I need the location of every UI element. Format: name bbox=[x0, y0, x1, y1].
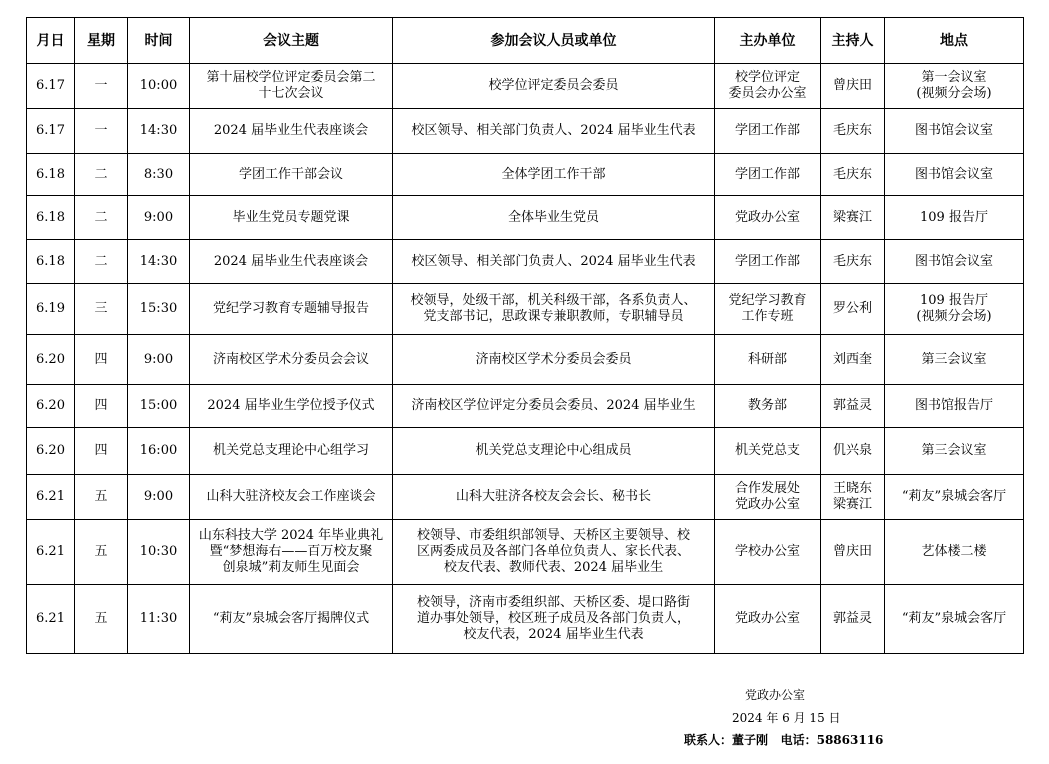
cell-time: 15:30 bbox=[128, 284, 190, 335]
cell-participants: 校领导，济南市委组织部、天桥区委、堤口路街 道办事处领导，校区班子成员及各部门负责人， 校友代表，2024 届毕业生代表 bbox=[393, 585, 715, 654]
cell-host-unit: 党纪学习教育 工作专班 bbox=[715, 284, 821, 335]
cell-time: 10:30 bbox=[128, 520, 190, 585]
cell-topic: 毕业生党员专题党课 bbox=[190, 196, 393, 240]
footer-date: 2024 年 6 月 15 日 bbox=[732, 711, 841, 725]
cell-location: 109 报告厅 bbox=[885, 196, 1024, 240]
cell-date: 6.20 bbox=[27, 335, 75, 385]
cell-location: 图书馆报告厅 bbox=[885, 385, 1024, 428]
table-row bbox=[27, 585, 1024, 654]
cell-date: 6.17 bbox=[27, 109, 75, 154]
cell-host: 仉兴泉 bbox=[821, 428, 885, 475]
header-time: 时间 bbox=[128, 18, 190, 64]
cell-host: 王晓东 梁赛江 bbox=[821, 475, 885, 520]
table-row bbox=[27, 335, 1024, 385]
table-row bbox=[27, 385, 1024, 428]
cell-host: 梁赛江 bbox=[821, 196, 885, 240]
cell-location: 第三会议室 bbox=[885, 428, 1024, 475]
cell-topic: 山科大驻济校友会工作座谈会 bbox=[190, 475, 393, 520]
header-date: 月日 bbox=[27, 18, 75, 64]
cell-date: 6.19 bbox=[27, 284, 75, 335]
header-weekday: 星期 bbox=[75, 18, 128, 64]
cell-host-unit: 校学位评定 委员会办公室 bbox=[715, 64, 821, 109]
cell-host-unit: 科研部 bbox=[715, 335, 821, 385]
cell-topic: 山东科技大学 2024 年毕业典礼 暨“梦想海右——百万校友聚 创泉城”莉友师生见面会 bbox=[190, 520, 393, 585]
cell-weekday: 一 bbox=[75, 109, 128, 154]
cell-weekday: 五 bbox=[75, 585, 128, 654]
cell-topic: 机关党总支理论中心组学习 bbox=[190, 428, 393, 475]
cell-location: 图书馆会议室 bbox=[885, 154, 1024, 196]
cell-host: 毛庆东 bbox=[821, 240, 885, 284]
cell-time: 10:00 bbox=[128, 64, 190, 109]
cell-host: 毛庆东 bbox=[821, 154, 885, 196]
cell-topic: 2024 届毕业生代表座谈会 bbox=[190, 240, 393, 284]
table-row bbox=[27, 154, 1024, 196]
cell-topic: 济南校区学术分委员会会议 bbox=[190, 335, 393, 385]
cell-host-unit: 党政办公室 bbox=[715, 585, 821, 654]
cell-participants: 济南校区学位评定分委员会委员、2024 届毕业生 bbox=[393, 385, 715, 428]
cell-host: 毛庆东 bbox=[821, 109, 885, 154]
cell-topic: 2024 届毕业生学位授予仪式 bbox=[190, 385, 393, 428]
cell-location: 第一会议室 (视频分会场) bbox=[885, 64, 1024, 109]
table-row bbox=[27, 240, 1024, 284]
cell-host-unit: 教务部 bbox=[715, 385, 821, 428]
phone-label: 电话： bbox=[780, 733, 817, 747]
footer-contact bbox=[684, 733, 883, 748]
header-host-unit: 主办单位 bbox=[715, 18, 821, 64]
cell-participants: 机关党总支理论中心组成员 bbox=[393, 428, 715, 475]
cell-location: 图书馆会议室 bbox=[885, 240, 1024, 284]
cell-topic: 第十届校学位评定委员会第二 十七次会议 bbox=[190, 64, 393, 109]
cell-weekday: 一 bbox=[75, 64, 128, 109]
cell-weekday: 二 bbox=[75, 196, 128, 240]
cell-weekday: 三 bbox=[75, 284, 128, 335]
cell-weekday: 四 bbox=[75, 385, 128, 428]
cell-participants: 济南校区学术分委员会委员 bbox=[393, 335, 715, 385]
cell-topic: 2024 届毕业生代表座谈会 bbox=[190, 109, 393, 154]
cell-weekday: 五 bbox=[75, 475, 128, 520]
cell-date: 6.18 bbox=[27, 240, 75, 284]
cell-weekday: 二 bbox=[75, 240, 128, 284]
cell-participants: 校学位评定委员会委员 bbox=[393, 64, 715, 109]
table-row bbox=[27, 109, 1024, 154]
cell-host: 曾庆田 bbox=[821, 64, 885, 109]
header-location: 地点 bbox=[885, 18, 1024, 64]
cell-date: 6.18 bbox=[27, 196, 75, 240]
cell-date: 6.20 bbox=[27, 428, 75, 475]
cell-host-unit: 学团工作部 bbox=[715, 109, 821, 154]
cell-date: 6.17 bbox=[27, 64, 75, 109]
cell-host-unit: 学团工作部 bbox=[715, 240, 821, 284]
cell-host-unit: 合作发展处 党政办公室 bbox=[715, 475, 821, 520]
table-row bbox=[27, 64, 1024, 109]
table-row bbox=[27, 284, 1024, 335]
cell-topic: 党纪学习教育专题辅导报告 bbox=[190, 284, 393, 335]
cell-topic: 学团工作干部会议 bbox=[190, 154, 393, 196]
cell-time: 15:00 bbox=[128, 385, 190, 428]
table-row bbox=[27, 196, 1024, 240]
cell-time: 16:00 bbox=[128, 428, 190, 475]
cell-time: 14:30 bbox=[128, 109, 190, 154]
cell-host-unit: 机关党总支 bbox=[715, 428, 821, 475]
table-row bbox=[27, 475, 1024, 520]
cell-date: 6.18 bbox=[27, 154, 75, 196]
cell-time: 11:30 bbox=[128, 585, 190, 654]
cell-location: “莉友”泉城会客厅 bbox=[885, 475, 1024, 520]
meeting-schedule-table bbox=[26, 17, 1024, 654]
cell-host: 罗公利 bbox=[821, 284, 885, 335]
cell-location: 艺体楼二楼 bbox=[885, 520, 1024, 585]
cell-time: 9:00 bbox=[128, 196, 190, 240]
cell-participants: 全体学团工作干部 bbox=[393, 154, 715, 196]
cell-host-unit: 学团工作部 bbox=[715, 154, 821, 196]
contact-label: 联系人： bbox=[684, 733, 733, 747]
phone-number: 58863116 bbox=[816, 733, 884, 747]
header-host: 主持人 bbox=[821, 18, 885, 64]
footer-office: 党政办公室 bbox=[745, 688, 806, 702]
cell-participants: 校区领导、相关部门负责人、2024 届毕业生代表 bbox=[393, 109, 715, 154]
cell-weekday: 二 bbox=[75, 154, 128, 196]
cell-weekday: 四 bbox=[75, 335, 128, 385]
cell-weekday: 四 bbox=[75, 428, 128, 475]
cell-host: 刘西奎 bbox=[821, 335, 885, 385]
contact-name: 董子刚 bbox=[732, 733, 769, 747]
schedule-body bbox=[27, 64, 1024, 654]
cell-date: 6.21 bbox=[27, 585, 75, 654]
table-header-row bbox=[27, 18, 1024, 64]
cell-location: 图书馆会议室 bbox=[885, 109, 1024, 154]
cell-host-unit: 学校办公室 bbox=[715, 520, 821, 585]
cell-participants: 全体毕业生党员 bbox=[393, 196, 715, 240]
cell-host: 郭益灵 bbox=[821, 585, 885, 654]
cell-participants: 山科大驻济各校友会会长、秘书长 bbox=[393, 475, 715, 520]
cell-participants: 校领导、市委组织部领导、天桥区主要领导、校 区两委成员及各部门各单位负责人、家长代表、 校友代表、教师代表、2024 届毕业生 bbox=[393, 520, 715, 585]
cell-host: 曾庆田 bbox=[821, 520, 885, 585]
cell-location: “莉友”泉城会客厅 bbox=[885, 585, 1024, 654]
header-participants: 参加会议人员或单位 bbox=[393, 18, 715, 64]
cell-participants: 校领导，处级干部，机关科级干部，各系负责人、 党支部书记，思政课专兼职教师，专职辅导员 bbox=[393, 284, 715, 335]
cell-topic: “莉友”泉城会客厅揭牌仪式 bbox=[190, 585, 393, 654]
cell-time: 9:00 bbox=[128, 335, 190, 385]
header-topic: 会议主题 bbox=[190, 18, 393, 64]
cell-date: 6.21 bbox=[27, 475, 75, 520]
cell-time: 9:00 bbox=[128, 475, 190, 520]
cell-host-unit: 党政办公室 bbox=[715, 196, 821, 240]
table-row bbox=[27, 428, 1024, 475]
cell-location: 109 报告厅 (视频分会场) bbox=[885, 284, 1024, 335]
cell-host: 郭益灵 bbox=[821, 385, 885, 428]
cell-weekday: 五 bbox=[75, 520, 128, 585]
cell-participants: 校区领导、相关部门负责人、2024 届毕业生代表 bbox=[393, 240, 715, 284]
table-row bbox=[27, 520, 1024, 585]
cell-time: 14:30 bbox=[128, 240, 190, 284]
cell-date: 6.21 bbox=[27, 520, 75, 585]
cell-date: 6.20 bbox=[27, 385, 75, 428]
cell-location: 第三会议室 bbox=[885, 335, 1024, 385]
cell-time: 8:30 bbox=[128, 154, 190, 196]
